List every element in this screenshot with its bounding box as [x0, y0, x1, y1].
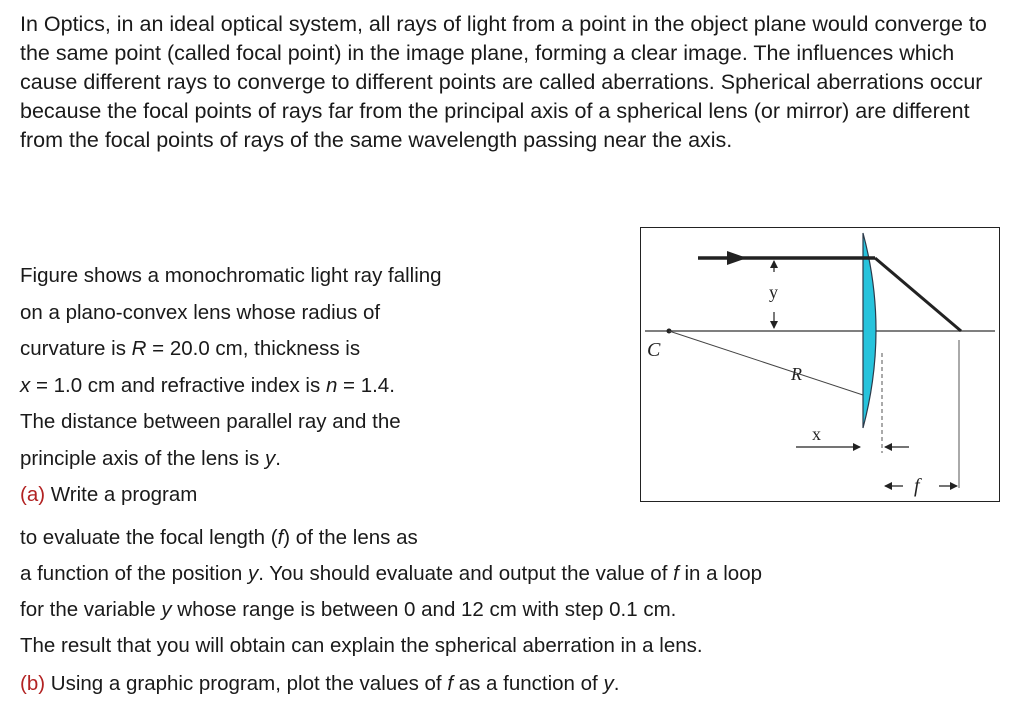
problem-line: to evaluate the focal length (f) of the lens as [20, 526, 418, 549]
part-b: (b) Using a graphic program, plot the values of f as a function of y. [20, 672, 620, 695]
part-a-label: (a) [20, 483, 46, 506]
problem-line: a function of the position y. You should evaluate and output the value of f in a loop [20, 562, 762, 585]
part-a: (a) Write a program [20, 483, 198, 506]
problem-line: curvature is R = 20.0 cm, thickness is [20, 337, 361, 360]
problem-line: for the variable y whose range is between 0 and 12 cm with step 0.1 cm. [20, 598, 677, 621]
problem-line: x = 1.0 cm and refractive index is n = 1.4. [20, 373, 395, 397]
variable-y: y [264, 446, 276, 470]
variable-n: n [325, 373, 338, 397]
label-f: f [914, 475, 920, 497]
problem-line: principle axis of the lens is y. [20, 446, 281, 470]
lens-diagram-svg [641, 228, 999, 501]
label-C: C [647, 339, 661, 361]
variable-R: R [131, 337, 147, 360]
plano-convex-lens [863, 233, 876, 428]
intro-paragraph: In Optics, in an ideal optical system, all rays of light from a point in the object plane would converge to the same point (called focal point) in the image plane, forming a clear image. The influences which cause different rays to converge to different points are called aberrations. Spherical aberrations occur because the focal points of rays far from the principal axis of a spherical lens (or mirror) are different from the focal points of rays of the same wavelength passing near the axis. [20, 12, 987, 152]
problem-statement-full-width [20, 520, 1020, 702]
problem-statement-column [20, 258, 620, 514]
variable-f: f [277, 526, 284, 549]
label-y: y [769, 282, 778, 302]
label-R: R [791, 364, 802, 384]
part-b-label: (b) [20, 672, 46, 695]
label-x: x [812, 424, 821, 444]
refracted-ray [875, 258, 961, 331]
radius-line [669, 331, 863, 395]
problem-line: The distance between parallel ray and the [20, 410, 401, 433]
lens-diagram [640, 227, 1000, 502]
problem-line: The result that you will obtain can explain the spherical aberration in a lens. [20, 634, 703, 657]
problem-line: on a plano-convex lens whose radius of [20, 300, 381, 324]
variable-x: x [20, 373, 31, 397]
ray-arrow-icon [727, 251, 747, 265]
problem-line: Figure shows a monochromatic light ray falling [20, 264, 442, 287]
